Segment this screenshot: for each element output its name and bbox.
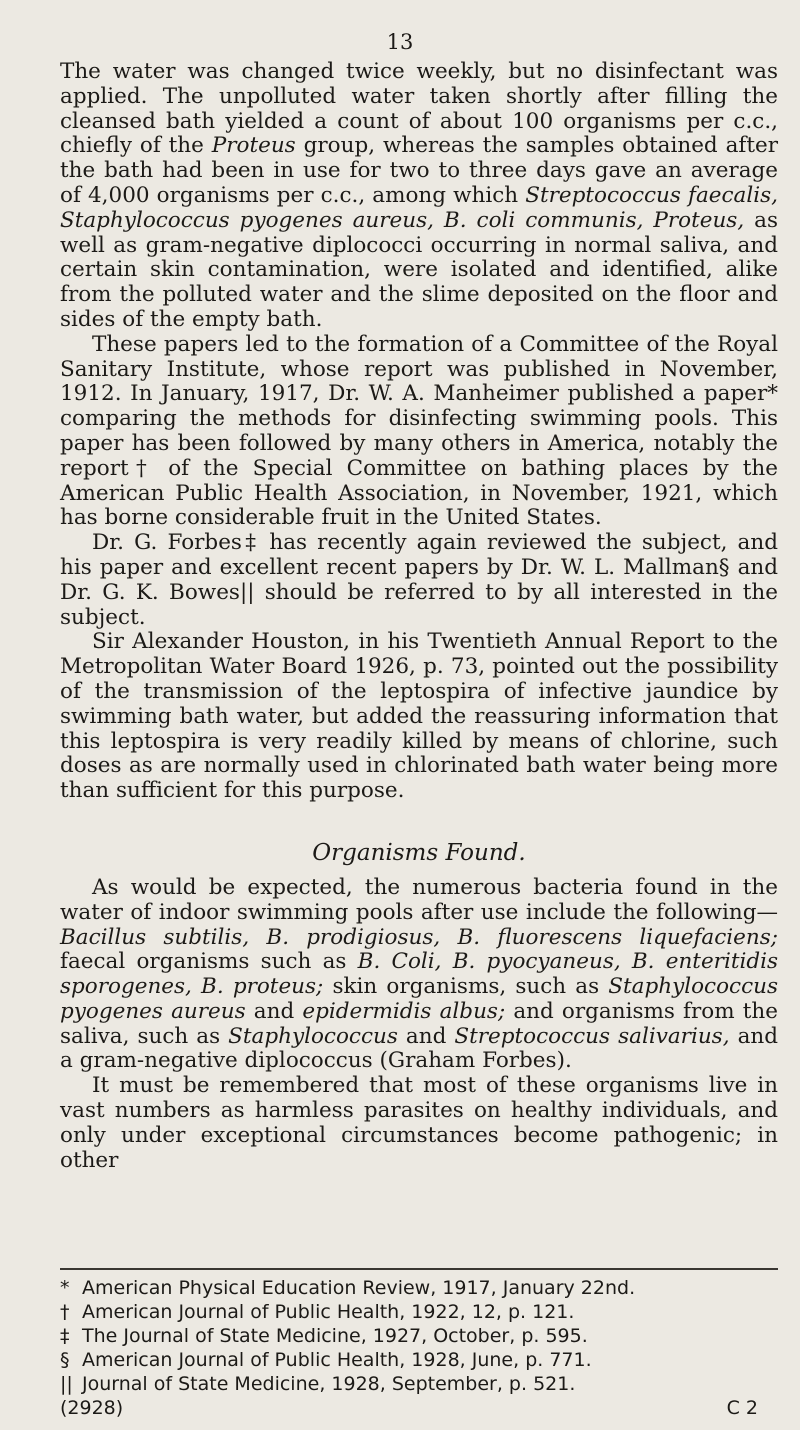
text-segment: group, whereas the samples obtained after the bath had been in use for two to three days gave an average of 4,000 organisms per c.c., among which bbox=[60, 133, 778, 208]
footnote bbox=[60, 1300, 778, 1324]
print-code: (2928) bbox=[60, 1397, 124, 1419]
text-segment: skin organisms, such as bbox=[323, 974, 609, 1000]
paragraph bbox=[60, 630, 778, 804]
paragraph bbox=[60, 531, 778, 630]
italic-text-segment: Streptococcus faecalis, Staphylococcus pyogenes aureus, B. coli communis, Proteus, bbox=[60, 182, 778, 233]
italic-text-segment: Bacillus subtilis, B. prodigiosus, B. fluorescens liquefaciens; bbox=[60, 924, 778, 950]
italic-text-segment: Staphylococcus pyogenes aureus bbox=[60, 974, 778, 1024]
text-segment: As would be expected, the numerous bacteria found in the water of indoor swimming pools after use include the following— bbox=[60, 874, 778, 925]
footnote-text: Journal of State Medicine, 1928, September, p. 521. bbox=[82, 1373, 576, 1395]
text-segment: Dr. G. Forbes‡ has recently again reviewed the subject, and his paper and excellent recent papers by Dr. W. L. Mallman§ and Dr. G. K. Bowes|| should be referred to by all interested in the subject. bbox=[60, 530, 778, 630]
italic-text-segment: B. Coli, B. pyocyaneus, B. enteritidis sporogenes, B. proteus; bbox=[60, 949, 779, 1000]
text-segment: and bbox=[245, 998, 303, 1024]
footnote-text: American Journal of Public Health, 1922, 12, p. 121. bbox=[82, 1301, 575, 1323]
footnote bbox=[60, 1276, 778, 1300]
text-segment: The water was changed twice weekly, but no disinfectant was applied. The unpolluted water taken shortly after filling the cleansed bath yielded a count of about 100 organisms per c.c., chiefly of the bbox=[60, 59, 778, 159]
footnote bbox=[60, 1348, 778, 1372]
footnote-text: American Physical Education Review, 1917, January 22nd. bbox=[82, 1277, 636, 1299]
text-segment: It must be remembered that most of these organisms live in vast numbers as harmless parasites on healthy individuals, and only under exceptional circumstances become pathogenic; in other bbox=[60, 1073, 778, 1173]
text-segment: as well as gram-negative diplococci occurring in normal saliva, and certain skin contamination, were isolated and identified, alike from the polluted water and the slime deposited on the floor and sides of the empty bath. bbox=[60, 207, 778, 332]
footnote-mark: § bbox=[60, 1349, 70, 1371]
italic-text-segment: Streptococcus salivarius, bbox=[454, 1023, 730, 1049]
italic-text-segment: Proteus bbox=[211, 133, 296, 159]
text-segment: and a gram-negative diplococcus (Graham Forbes). bbox=[60, 1023, 779, 1074]
paragraph bbox=[60, 876, 778, 1074]
paragraph bbox=[60, 333, 778, 531]
text-segment: faecal organisms such as bbox=[60, 949, 358, 975]
page-body bbox=[60, 60, 778, 1173]
paragraph bbox=[60, 60, 778, 333]
italic-text-segment: epidermidis albus; bbox=[302, 998, 506, 1024]
footnote-mark: * bbox=[60, 1277, 70, 1299]
paragraph bbox=[60, 1074, 778, 1173]
section-heading: Organisms Found. bbox=[312, 839, 526, 866]
footnotes bbox=[60, 1276, 778, 1420]
footnote bbox=[60, 1324, 778, 1348]
page-number: 13 bbox=[386, 30, 414, 54]
footnote-divider bbox=[60, 1268, 778, 1270]
footnote-mark: † bbox=[60, 1301, 70, 1323]
footnote-text: American Journal of Public Health, 1928, June, p. 771. bbox=[82, 1349, 592, 1371]
text-segment: These papers led to the formation of a Committee of the Royal Sanitary Institute, whose report was published in November, 1912. In January, 1917, Dr. W. A. Manheimer published a paper* comparing the methods for disinfecting swimming pools. This paper has been followed by many others in America, notably the report† of the Special Committee on bathing places by the American Public Health Association, in November, 1921, which has borne considerable fruit in the United States. bbox=[60, 331, 778, 531]
text-segment: and bbox=[397, 1023, 455, 1049]
footnote-mark: || bbox=[60, 1373, 73, 1395]
footnote-text: The Journal of State Medicine, 1927, October, p. 595. bbox=[82, 1325, 588, 1347]
italic-text-segment: Staphylococcus bbox=[228, 1023, 398, 1049]
text-segment: Sir Alexander Houston, in his Twentieth Annual Report to the Metropolitan Water Board 1926, p. 73, pointed out the possibility of the transmission of the leptospira of infective jaundice by swimming bath water, but added the reassuring information that this leptospira is very readily killed by means of chlorine, such doses as are normally used in chlorinated bath water being more than sufficient for this purpose. bbox=[60, 629, 778, 804]
signature-mark: C 2 bbox=[726, 1397, 758, 1419]
page-footer bbox=[60, 1396, 778, 1420]
footnote-mark: ‡ bbox=[60, 1325, 70, 1347]
text-segment: and organisms from the saliva, such as bbox=[60, 998, 778, 1049]
footnote bbox=[60, 1372, 778, 1396]
